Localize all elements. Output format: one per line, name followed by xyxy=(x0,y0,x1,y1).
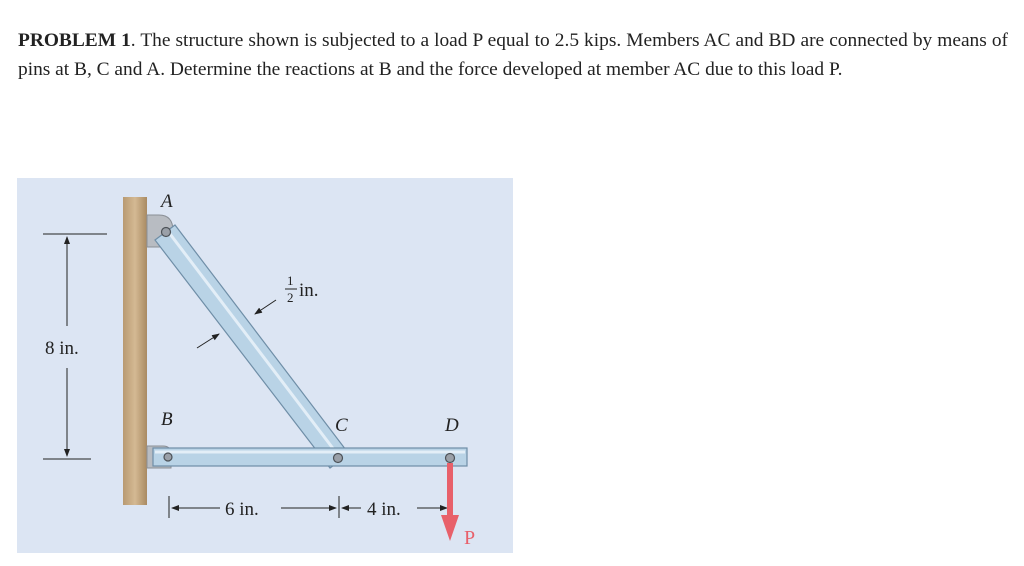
problem-body: . The structure shown is subjected to a load P equal to 2.5 kips. Members AC and BD are connected by means of pins at B, C and A. Determine the reactions at B and the force developed at member AC due to this load P. xyxy=(18,30,1008,80)
pin-b xyxy=(164,453,172,461)
dim-thickness-unit: in. xyxy=(299,280,319,301)
label-point-a: A xyxy=(161,191,173,212)
label-point-d: D xyxy=(445,415,459,436)
pin-c xyxy=(334,454,343,463)
dim-thickness-lower-arrow xyxy=(197,334,219,348)
problem-heading: PROBLEM 1 xyxy=(18,30,131,51)
dim-thickness-upper-arrow xyxy=(255,300,276,314)
label-point-b: B xyxy=(161,409,173,430)
pin-a xyxy=(162,228,171,237)
label-point-c: C xyxy=(335,415,348,436)
problem-statement xyxy=(18,26,1008,84)
dim-thickness-denominator: 2 xyxy=(287,290,294,305)
load-p-label: P xyxy=(464,527,476,549)
dim-8in-label: 8 in. xyxy=(45,338,79,359)
dim-6in-label: 6 in. xyxy=(225,499,259,520)
wall-support xyxy=(123,197,147,505)
structure-figure xyxy=(17,178,513,553)
dim-thickness-numerator: 1 xyxy=(287,273,294,288)
dim-4in-label: 4 in. xyxy=(367,499,401,520)
load-arrow-head xyxy=(441,515,459,541)
pin-d xyxy=(446,454,455,463)
structure-diagram xyxy=(17,178,513,553)
member-ac-highlight xyxy=(167,230,341,459)
load-arrow-shaft xyxy=(447,463,453,517)
